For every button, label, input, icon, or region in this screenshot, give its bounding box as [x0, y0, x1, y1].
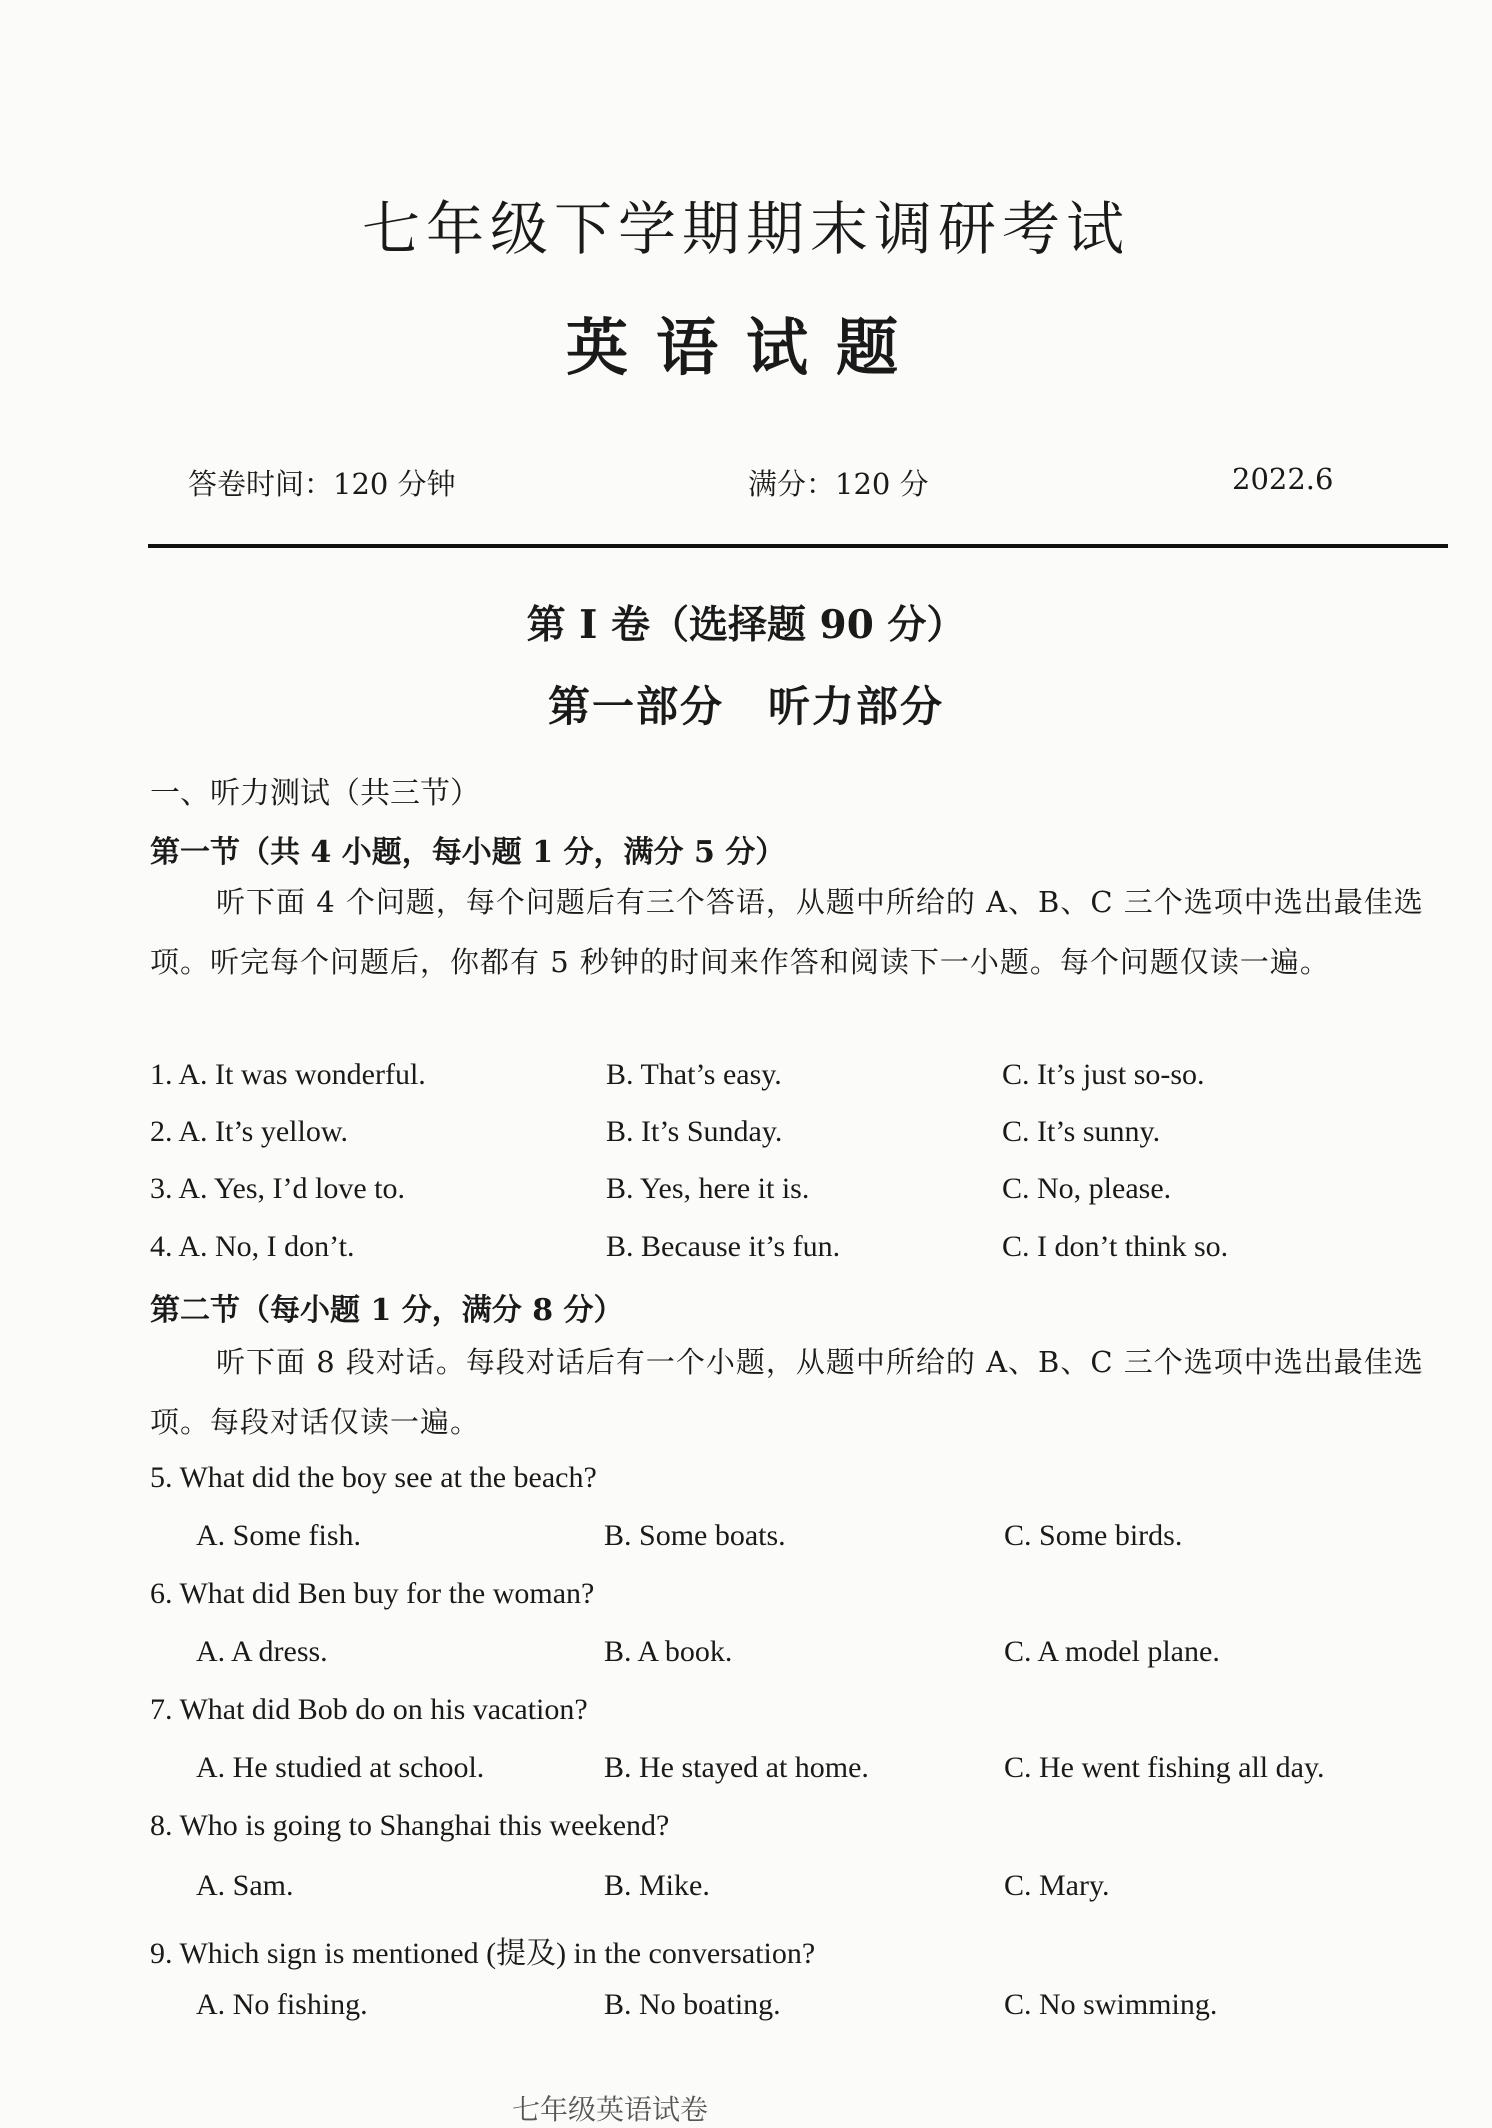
- exam-title: 七年级下学期期末调研考试: [361, 195, 1130, 263]
- part-name: 第一部分: [547, 682, 724, 731]
- q8-option-b: B. Mike.: [604, 1869, 710, 1902]
- q1-option-b: B. That’s easy.: [606, 1058, 782, 1091]
- exam-date: 2022.6: [1232, 462, 1334, 496]
- q4-option-a: 4. A. No, I don’t.: [150, 1230, 355, 1263]
- q9-option-b: B. No boating.: [604, 1988, 781, 2021]
- header-divider: [148, 544, 1448, 548]
- q4-option-b: B. Because it’s fun.: [606, 1230, 841, 1263]
- q7-question: 7. What did Bob do on his vacation?: [150, 1693, 588, 1726]
- q3-option-c: C. No, please.: [1002, 1172, 1172, 1205]
- q7-option-c: C. He went fishing all day.: [1004, 1751, 1325, 1784]
- exam-score: 满分：120 分: [748, 467, 929, 501]
- q3-option-a: 3. A. Yes, I’d love to.: [150, 1172, 406, 1205]
- q8-option-a: A. Sam.: [196, 1869, 294, 1902]
- q8-question: 8. Who is going to Shanghai this weekend?: [150, 1809, 670, 1842]
- section2-instructions: 听下面 8 段对话。每段对话后有一个小题，从题中所给的 A、B、C 三个选项中选出最佳选项。每段对话仅读一遍。: [150, 1345, 1424, 1439]
- q5-option-a: A. Some fish.: [196, 1519, 361, 1552]
- q5-question: 5. What did the boy see at the beach?: [150, 1461, 597, 1494]
- q8-option-c: C. Mary.: [1004, 1869, 1110, 1902]
- q2-option-c: C. It’s sunny.: [1002, 1115, 1161, 1148]
- q6-option-b: B. A book.: [604, 1635, 733, 1668]
- q9-option-c: C. No swimming.: [1004, 1988, 1218, 2021]
- q6-option-a: A. A dress.: [196, 1635, 328, 1668]
- exam-subtitle: 英语试题: [565, 311, 926, 384]
- section1-heading: 第一节（共 4 小题，每小题 1 分，满分 5 分）: [150, 835, 786, 870]
- q6-question: 6. What did Ben buy for the woman?: [150, 1577, 595, 1610]
- part-heading: [0, 674, 1492, 734]
- q7-option-a: A. He studied at school.: [196, 1751, 485, 1784]
- q3-option-b: B. Yes, here it is.: [606, 1172, 810, 1205]
- q9-question: 9. Which sign is mentioned (提及) in the conversation?: [150, 1937, 816, 1970]
- section2-heading: 第二节（每小题 1 分，满分 8 分）: [150, 1293, 624, 1328]
- q7-option-b: B. He stayed at home.: [604, 1751, 869, 1784]
- q2-option-a: 2. A. It’s yellow.: [150, 1115, 349, 1148]
- section-heading: 一、听力测试（共三节）: [150, 776, 480, 811]
- part-topic: 听力部分: [768, 682, 945, 731]
- q5-option-c: C. Some birds.: [1004, 1519, 1183, 1552]
- q2-option-b: B. It’s Sunday.: [606, 1115, 783, 1148]
- q4-option-c: C. I don’t think so.: [1002, 1230, 1229, 1263]
- q1-option-c: C. It’s just so-so.: [1002, 1058, 1205, 1091]
- q5-option-b: B. Some boats.: [604, 1519, 786, 1552]
- exam-time: 答卷时间：120 分钟: [188, 467, 456, 501]
- q1-option-a: 1. A. It was wonderful.: [150, 1058, 426, 1091]
- volume-heading: 第 I 卷（选择题 90 分）: [526, 602, 966, 648]
- section1-instructions: 听下面 4 个问题，每个问题后有三个答语，从题中所给的 A、B、C 三个选项中选出最佳选项。听完每个问题后，你都有 5 秒钟的时间来作答和阅读下一小题。每个问题仅读一遍。: [150, 885, 1424, 979]
- q9-option-a: A. No fishing.: [196, 1988, 368, 2021]
- q6-option-c: C. A model plane.: [1004, 1635, 1220, 1668]
- page-footer: 七年级英语试卷: [512, 2093, 709, 2126]
